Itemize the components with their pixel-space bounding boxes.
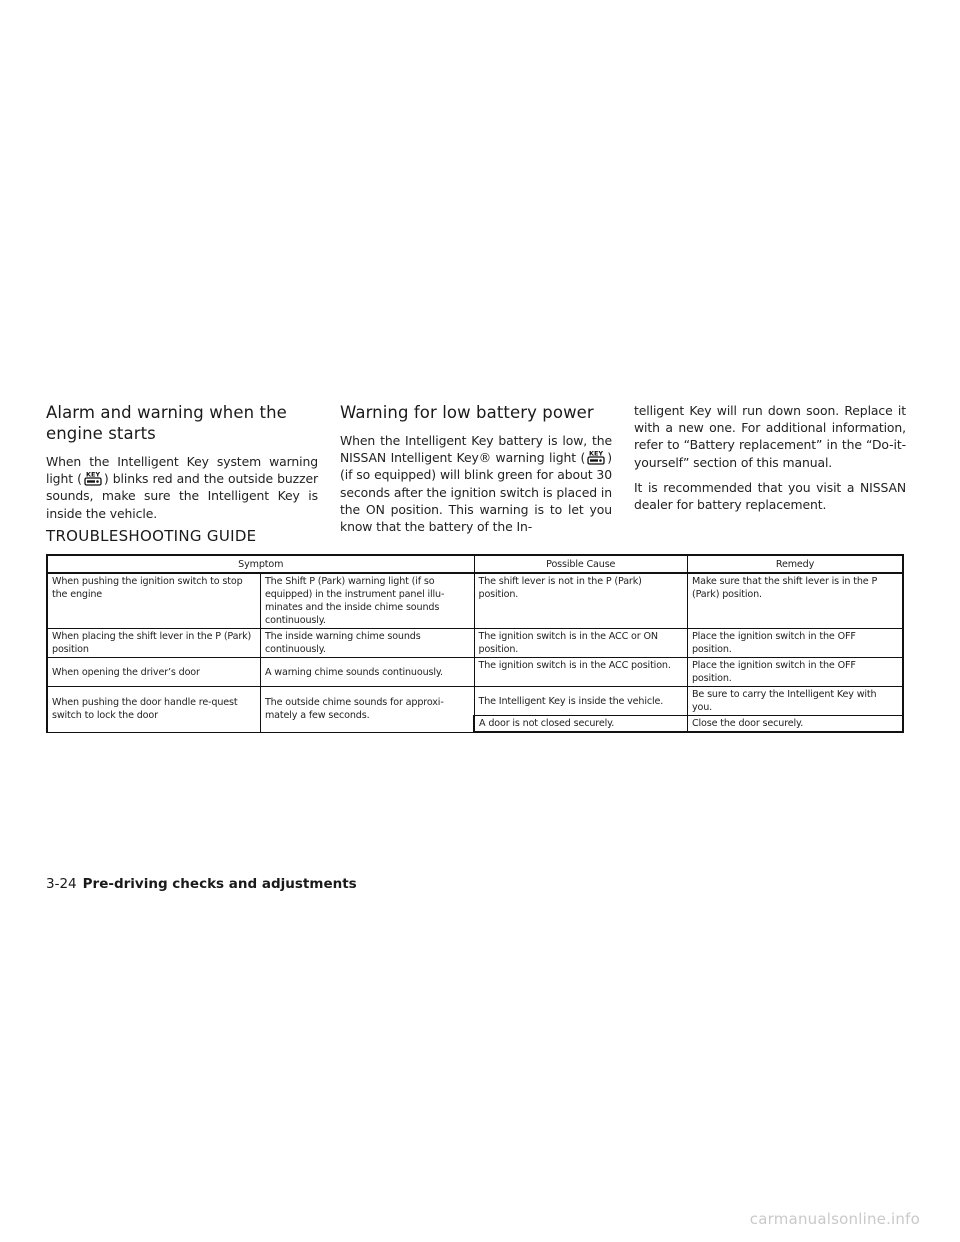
section-low-battery [340,402,612,543]
table-row [47,573,903,629]
remedy-cell: Close the door securely. [687,716,903,733]
alarm-text-b: ) blinks red and the outside buzzer sounds, make sure the Intelligent Key is inside the vehicle. [46,471,318,521]
cause-cell: A door is not closed securely. [474,716,687,733]
watermark: carmanualsonline.info [749,1210,920,1228]
header-remedy: Remedy [687,555,903,573]
battery-text-a: When the Intelligent Key battery is low, the NISSAN Intelligent Key® warning light ( [340,433,612,466]
symptom-detail-cell: The Shift P (Park) warning light (if so equipped) in the instrument panel illu-minates and the inside chime sounds continuously. [260,573,474,629]
symptom-detail-cell: The outside chime sounds for approxi-mately a few seconds. [260,687,474,733]
svg-text:KEY: KEY [85,470,100,479]
symptom-cell: When opening the driver’s door [47,658,260,687]
key-warning-icon [82,470,104,486]
troubleshooting-table [46,554,904,733]
symptom-cell: When pushing the ignition switch to stop the engine [47,573,260,629]
alarm-text-a: When the Intelligent Key system warning light ( [46,454,318,487]
alarm-paragraph [46,453,318,522]
table-row [47,629,903,658]
cause-cell: The shift lever is not in the P (Park) position. [474,573,687,629]
chapter-title: Pre-driving checks and adjustments [82,876,357,892]
remedy-cell: Place the ignition switch in the OFF position. [687,629,903,658]
page-number: 3-24 [46,876,77,892]
cause-cell: The Intelligent Key is inside the vehicle. [474,687,687,716]
low-battery-paragraph [340,432,612,535]
section-low-battery-continued [634,402,906,521]
section-title-alarm: Alarm and warning when the engine starts [46,403,287,443]
table-header-row [47,555,903,573]
dealer-recommendation: It is recommended that you visit a NISSAN dealer for battery replacement. [634,479,906,513]
cause-cell: The ignition switch is in the ACC position. [474,658,687,687]
section-title-low-battery: Warning for low battery power [340,403,594,422]
battery-text-b: ) (if so equipped) will blink green for about 30 seconds after the ignition switch is placed in the ON position. This warning is to let you know that the battery of the In- [340,450,612,535]
table-row [47,687,903,716]
remedy-cell: Be sure to carry the Intelligent Key with you. [687,687,903,716]
svg-text:KEY: KEY [589,449,604,458]
troubleshooting-title: TROUBLESHOOTING GUIDE [46,527,257,545]
symptom-cell: When placing the shift lever in the P (Park) position [47,629,260,658]
cause-cell: The ignition switch is in the ACC or ON position. [474,629,687,658]
page-footer [46,876,357,892]
symptom-detail-cell: The inside warning chime sounds continuously. [260,629,474,658]
header-possible-cause: Possible Cause [474,555,687,573]
low-battery-paragraph-cont: telligent Key will run down soon. Replace it with a new one. For additional information, refer to “Battery replacement” in the “Do-it-yourself” section of this manual. [634,403,906,470]
symptom-detail-cell: A warning chime sounds continuously. [260,658,474,687]
header-symptom: Symptom [47,555,474,573]
table-row [47,658,903,687]
section-alarm-warning [46,402,318,530]
remedy-cell: Make sure that the shift lever is in the P (Park) position. [687,573,903,629]
key-warning-icon [585,449,607,465]
remedy-cell: Place the ignition switch in the OFF position. [687,658,903,687]
symptom-cell: When pushing the door handle re-quest switch to lock the door [47,687,260,733]
